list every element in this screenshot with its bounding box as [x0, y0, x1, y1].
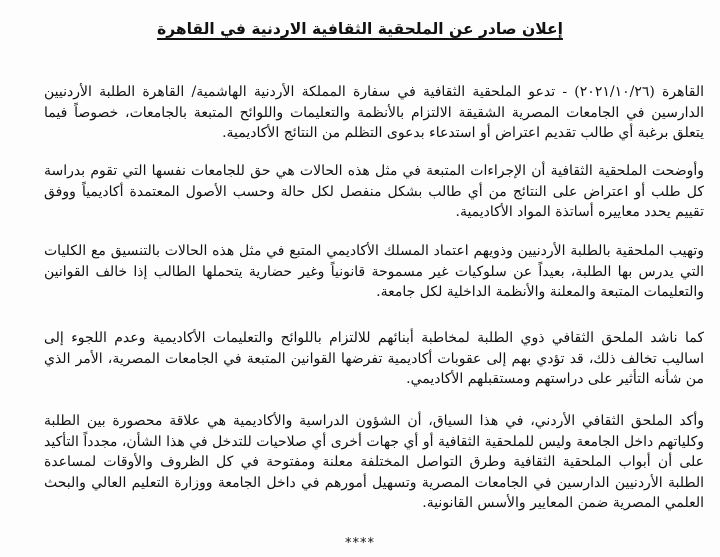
paragraph-3: وتهيب الملحقية بالطلبة الأردنيين وذويهم اعتماد المسلك الأكاديمي المتبع في مثل هذه الحالات بالتنسيق مع الكليات التي يدرس بها الطلبة، بعيداً عن سلوكيات غير مسموحة قانونياً وغير حضارية يتحملها الطالب إذا خالف القوانين والتعليمات المتبعة والمعلنة والأنظمة الداخلية لكل جامعة. [44, 243, 704, 300]
document-title: إعلان صادر عن الملحقية الثقافية الاردنية في القاهرة [157, 20, 563, 38]
end-mark: **** [345, 536, 375, 551]
paragraph-2: وأوضحت الملحقية الثقافية أن الإجراءات المتبعة في مثل هذه الحالات هي حق للجامعات نفسها التي تقوم بدراسة كل طلب أو اعتراض على النتائج من أي طالب بشكل منفصل لكل حالة وحسب الأصول المعتمدة أكاديمياً ووفق تقييم يحدد معاييره أساتذة المواد الأكاديمية. [44, 163, 704, 220]
paragraph-1: القاهرة (٢٠٢١/١٠/٢٦) - تدعو الملحقية الثقافية في سفارة المملكة الأردنية الهاشمية/ القاهرة الطلبة الأردنيين الدارسين في الجامعات المصرية الشقيقة الالتزام بالأنظمة والتعليمات واللوائح المتبعة بالجامعات، خصوصاً فيما يتعلق برغبة أي طالب تقديم اعتراض أو استدعاء بدعوى التظلم من النتائج الأكاديمية. [44, 84, 705, 141]
paragraph-4: كما ناشد الملحق الثقافي ذوي الطلبة لمخاطبة أبنائهم للالتزام باللوائح والتعليمات الأكاديمية وعدم اللجوء إلى اساليب تخالف ذلك، قد تؤدي بهم إلى عقوبات أكاديمية تفرضها القوانين المتبعة في الجامعات المصرية، الأمر الذي من شأنه التأثير على دراستهم ومستقبلهم الأكاديمي. [44, 330, 704, 387]
paragraph-5: وأكد الملحق الثقافي الأردني، في هذا السياق، أن الشؤون الدراسية والأكاديمية هي علاقة محصورة بين الطلبة وكلياتهم داخل الجامعة وليس للملحقية الثقافية أو أي جهات أخرى أي صلاحيات للتدخل في هذا الشأن، مجدداً التأكيد على أن أبواب الملحقية الثقافية وطرق التواصل المختلفة معلنة ومفتوحة في كل الظروف والأوقات لمساعدة الطلبة الأردنيين الدارسين في الجامعات المصرية وتسهيل أمورهم في داخل الجامعة ووزارة التعليم العالي والبحث العلمي المصرية ضمن المعايير والأسس القانونية. [44, 413, 704, 511]
